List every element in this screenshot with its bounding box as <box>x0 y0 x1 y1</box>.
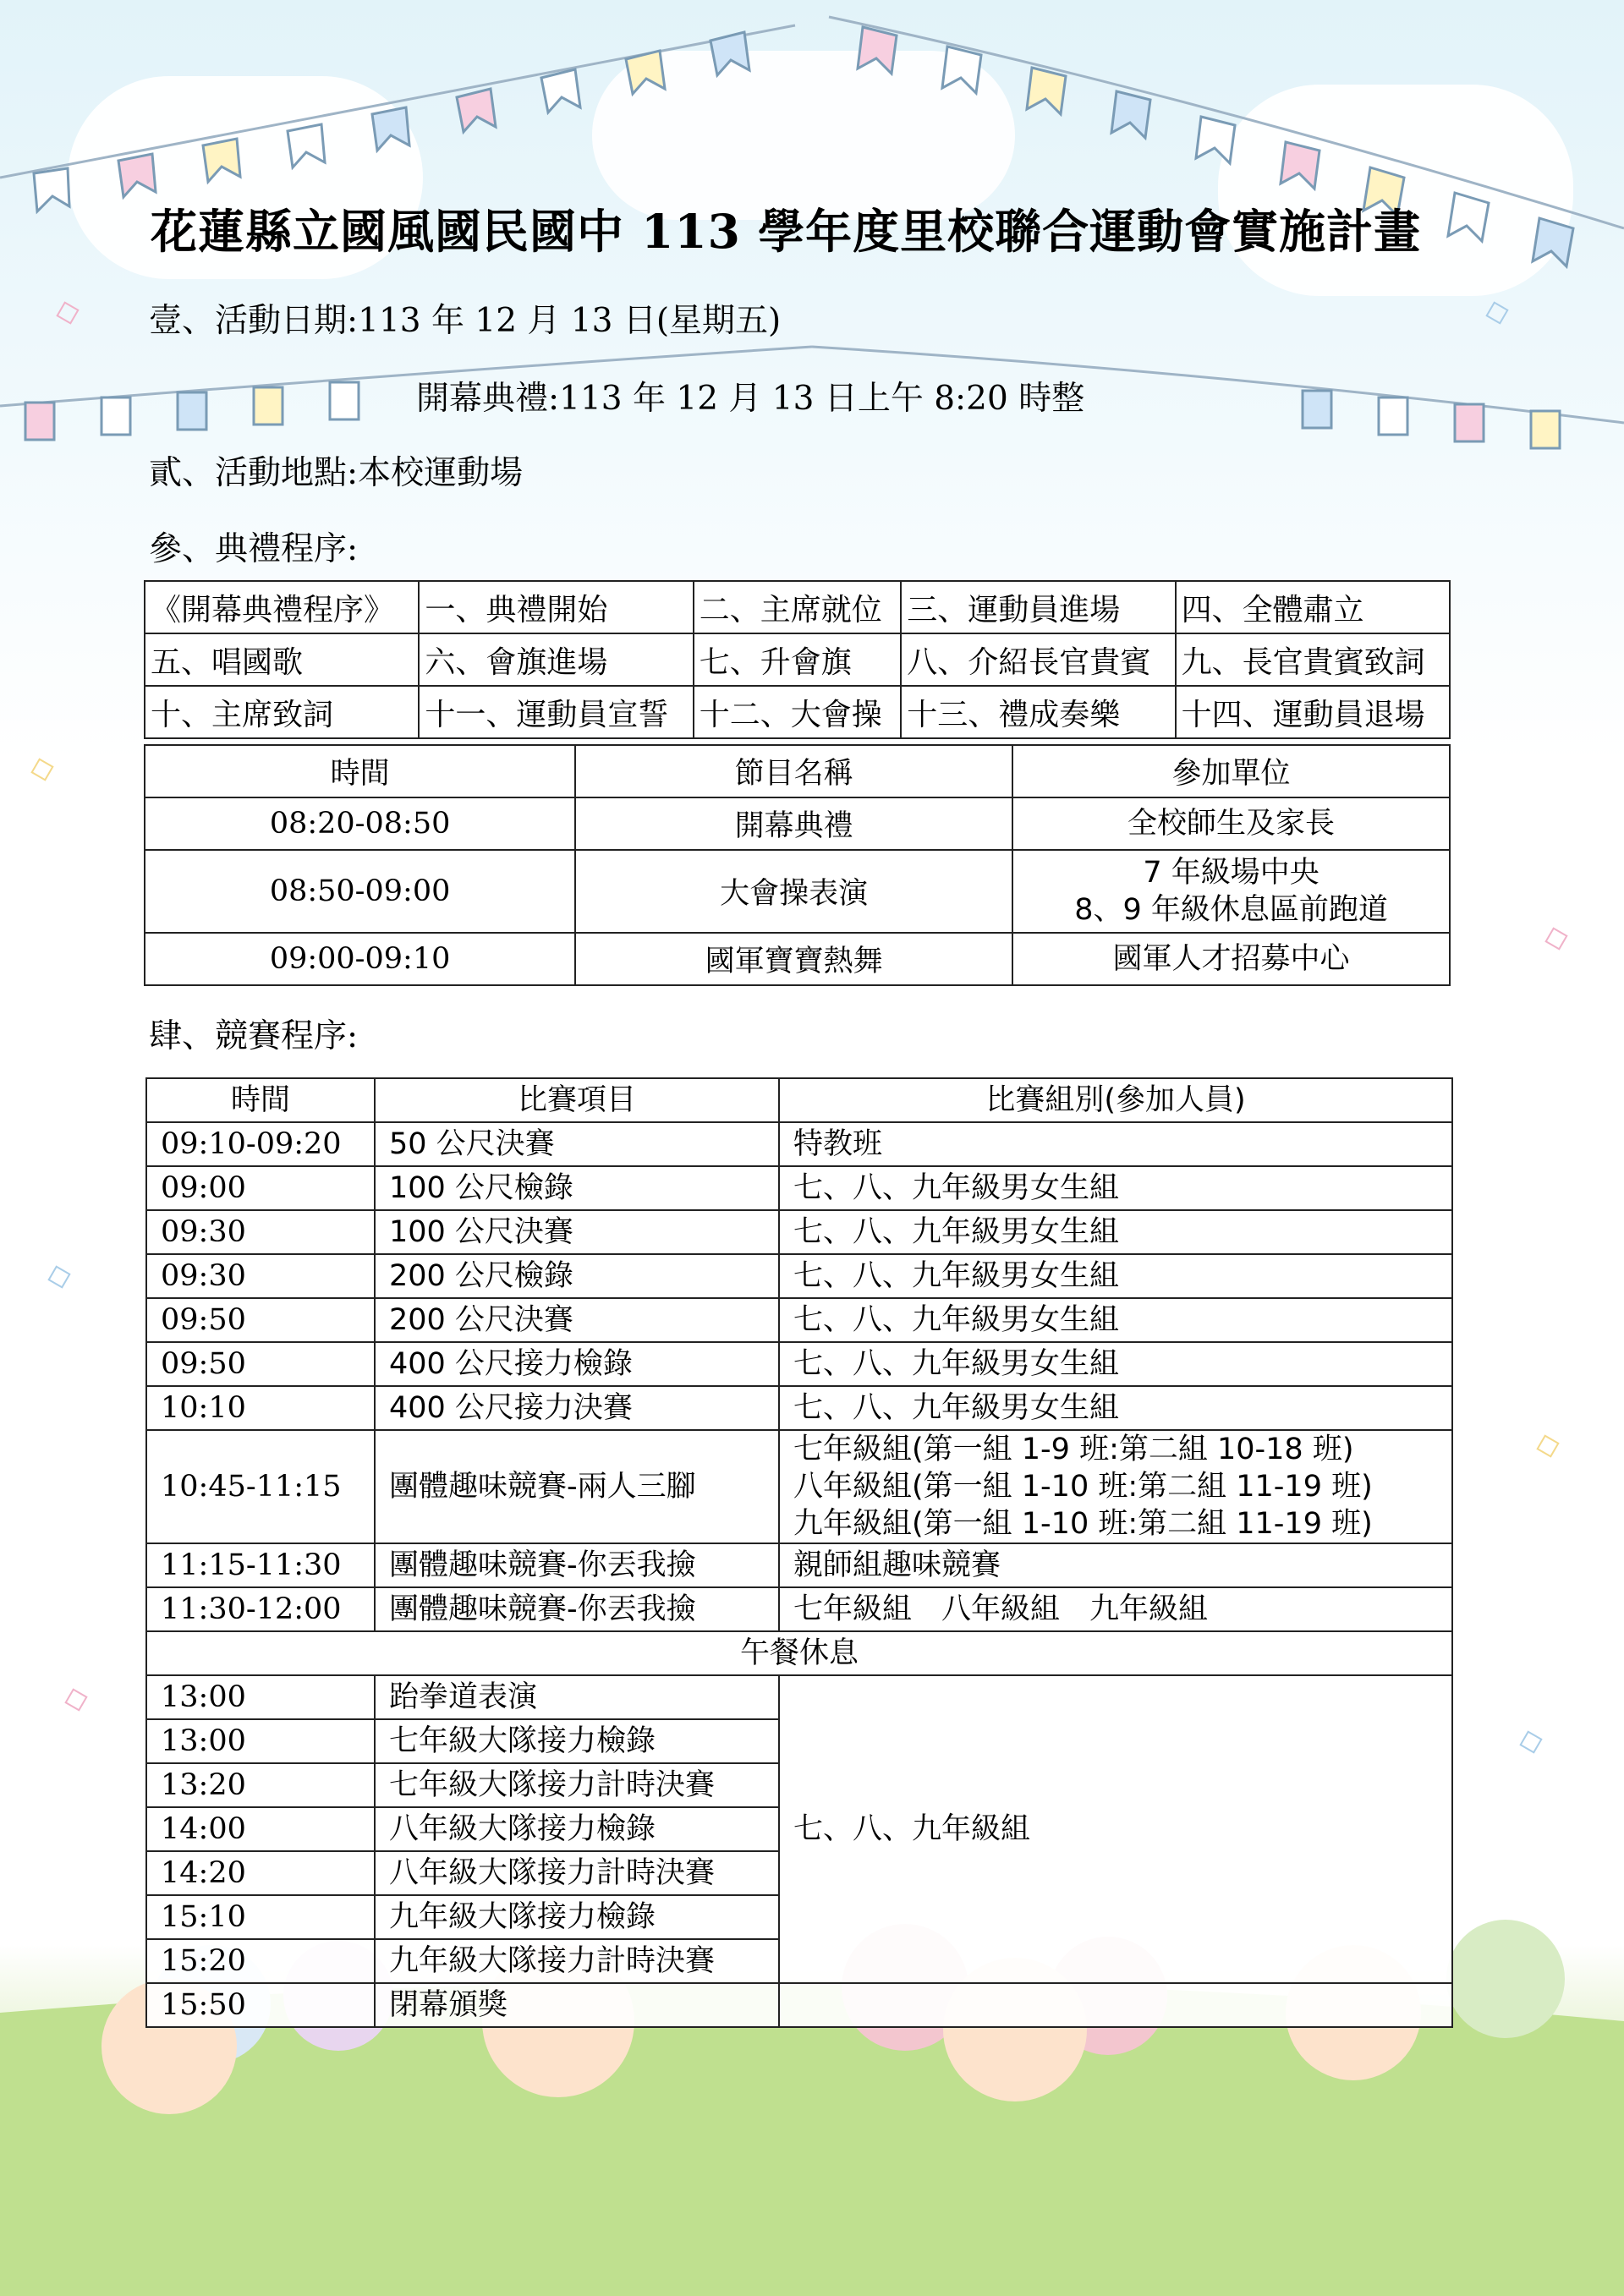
competition-event: 200 公尺決賽 <box>375 1298 779 1342</box>
competition-group <box>779 1430 1452 1543</box>
competition-time: 09:50 <box>146 1342 375 1386</box>
competition-event: 七年級大隊接力計時決賽 <box>375 1763 779 1807</box>
competition-group-line: 七年級組(第一組 1-9 班:第二組 10-18 班) <box>793 1433 1354 1466</box>
competition-group: 七、八、九年級男女生組 <box>779 1254 1452 1298</box>
schedule-header-unit: 參加單位 <box>1012 745 1450 797</box>
ceremony-step: 八、介紹長官貴賓 <box>901 633 1175 686</box>
schedule-unit-line: 7 年級場中央 <box>1143 856 1320 890</box>
schedule-program: 大會操表演 <box>575 850 1012 933</box>
table-row <box>145 797 1450 850</box>
schedule-unit-line: 8、9 年級休息區前跑道 <box>1074 893 1388 927</box>
schedule-time: 08:20-08:50 <box>145 797 575 850</box>
competition-time: 09:30 <box>146 1210 375 1254</box>
table-row <box>146 1298 1452 1342</box>
competition-time: 11:30-12:00 <box>146 1587 375 1631</box>
competition-time: 13:20 <box>146 1763 375 1807</box>
competition-time: 15:50 <box>146 1983 375 2027</box>
competition-group: 七、八、九年級男女生組 <box>779 1210 1452 1254</box>
ceremony-step: 五、唱國歌 <box>145 633 419 686</box>
ceremony-program-table <box>144 580 1451 739</box>
table-row <box>146 1166 1452 1210</box>
event-date-value: 113 年 12 月 13 日(星期五) <box>358 302 782 340</box>
competition-header-group: 比賽組別(參加人員) <box>779 1078 1452 1122</box>
opening-ceremony-line: 開幕典禮:113 年 12 月 13 日上午 8:20 時整 <box>416 380 1085 418</box>
competition-group: 七、八、九年級男女生組 <box>779 1386 1452 1430</box>
competition-group: 親師組趣味競賽 <box>779 1543 1452 1587</box>
competition-event: 八年級大隊接力計時決賽 <box>375 1851 779 1895</box>
competition-group-line: 九年級組(第一組 1-10 班:第二組 11-19 班) <box>793 1507 1373 1541</box>
ceremony-step: 四、全體肅立 <box>1176 581 1450 633</box>
table-row <box>146 1587 1452 1631</box>
event-venue-line: 貳、活動地點:本校運動場 <box>149 454 524 492</box>
table-row <box>146 1983 1452 2027</box>
table-row <box>146 1342 1452 1386</box>
ceremony-program-heading-line: 參、典禮程序: <box>149 530 359 568</box>
competition-event: 七年級大隊接力檢錄 <box>375 1719 779 1763</box>
lunch-break: 午餐休息 <box>146 1631 1452 1675</box>
ceremony-step: 六、會旗進場 <box>419 633 693 686</box>
table-row <box>146 1430 1452 1543</box>
competition-event: 400 公尺接力檢錄 <box>375 1342 779 1386</box>
competition-event: 九年級大隊接力檢錄 <box>375 1895 779 1939</box>
ceremony-step: 十、主席致詞 <box>145 686 419 738</box>
schedule-program: 開幕典禮 <box>575 797 1012 850</box>
table-row <box>145 633 1450 686</box>
competition-time: 14:20 <box>146 1851 375 1895</box>
page-title: 花蓮縣立國風國民國中 113 學年度里校聯合運動會實施計畫 <box>151 204 1422 259</box>
ceremony-step: 九、長官貴賓致詞 <box>1176 633 1450 686</box>
ceremony-step: 七、升會旗 <box>694 633 901 686</box>
table-row <box>146 1675 1452 1719</box>
competition-time: 15:20 <box>146 1939 375 1983</box>
competition-header-time: 時間 <box>146 1078 375 1122</box>
opening-ceremony-value: 113 年 12 月 13 日上午 8:20 時整 <box>559 380 1085 418</box>
competition-event: 團體趣味競賽-你丟我撿 <box>375 1543 779 1587</box>
competition-group: 七、八、九年級男女生組 <box>779 1166 1452 1210</box>
competition-event: 團體趣味競賽-你丟我撿 <box>375 1587 779 1631</box>
schedule-time: 08:50-09:00 <box>145 850 575 933</box>
competition-event: 50 公尺決賽 <box>375 1122 779 1166</box>
event-venue-value: 本校運動場 <box>358 454 524 492</box>
ceremony-step: 三、運動員進場 <box>901 581 1175 633</box>
competition-group: 七、八、九年級組 <box>779 1675 1452 1983</box>
table-row <box>146 1543 1452 1587</box>
ceremony-step: 十三、禮成奏樂 <box>901 686 1175 738</box>
competition-group: 七、八、九年級男女生組 <box>779 1298 1452 1342</box>
competition-group: 七、八、九年級男女生組 <box>779 1342 1452 1386</box>
competition-time: 09:10-09:20 <box>146 1122 375 1166</box>
competition-program-heading: 肆、競賽程序 <box>149 1017 348 1055</box>
schedule-header-program: 節目名稱 <box>575 745 1012 797</box>
table-row <box>145 850 1450 933</box>
competition-group <box>779 1983 1452 2027</box>
competition-event: 跆拳道表演 <box>375 1675 779 1719</box>
competition-event: 八年級大隊接力檢錄 <box>375 1807 779 1851</box>
schedule-unit: 國軍人才招募中心 <box>1012 933 1450 985</box>
event-venue-label: 貳、活動地點 <box>149 454 348 492</box>
competition-event: 100 公尺檢錄 <box>375 1166 779 1210</box>
competition-group: 特教班 <box>779 1122 1452 1166</box>
schedule-program: 國軍寶寶熱舞 <box>575 933 1012 985</box>
table-row <box>146 1254 1452 1298</box>
schedule-header-time: 時間 <box>145 745 575 797</box>
competition-time: 11:15-11:30 <box>146 1543 375 1587</box>
competition-header-event: 比賽項目 <box>375 1078 779 1122</box>
competition-event: 九年級大隊接力計時決賽 <box>375 1939 779 1983</box>
schedule-unit <box>1012 850 1450 933</box>
schedule-unit: 全校師生及家長 <box>1012 797 1450 850</box>
competition-time: 09:30 <box>146 1254 375 1298</box>
ceremony-step: 一、典禮開始 <box>419 581 693 633</box>
competition-time: 14:00 <box>146 1807 375 1851</box>
ceremony-step: 二、主席就位 <box>694 581 901 633</box>
table-header-row <box>146 1078 1452 1122</box>
table-row <box>145 581 1450 633</box>
competition-time: 13:00 <box>146 1719 375 1763</box>
ceremony-program-heading: 參、典禮程序 <box>149 530 348 568</box>
competition-event: 團體趣味競賽-兩人三腳 <box>375 1430 779 1543</box>
competition-group: 七年級組 八年級組 九年級組 <box>779 1587 1452 1631</box>
ceremony-step: 《開幕典禮程序》 <box>145 581 419 633</box>
table-row <box>145 933 1450 985</box>
competition-event: 閉幕頒獎 <box>375 1983 779 2027</box>
competition-time: 13:00 <box>146 1675 375 1719</box>
competition-schedule-table <box>145 1077 1453 2028</box>
table-row <box>145 686 1450 738</box>
table-row <box>146 1386 1452 1430</box>
competition-time: 10:45-11:15 <box>146 1430 375 1543</box>
ceremony-step: 十二、大會操 <box>694 686 901 738</box>
competition-time: 15:10 <box>146 1895 375 1939</box>
table-header-row <box>145 745 1450 797</box>
table-row <box>146 1210 1452 1254</box>
competition-time: 09:50 <box>146 1298 375 1342</box>
ceremony-schedule-table <box>144 744 1451 986</box>
competition-time: 10:10 <box>146 1386 375 1430</box>
ceremony-step: 十四、運動員退場 <box>1176 686 1450 738</box>
opening-ceremony-label: 開幕典禮 <box>416 380 549 418</box>
event-date-line: 壹、活動日期:113 年 12 月 13 日(星期五) <box>149 302 782 340</box>
competition-program-heading-line: 肆、競賽程序: <box>149 1017 359 1055</box>
competition-event: 400 公尺接力決賽 <box>375 1386 779 1430</box>
schedule-time: 09:00-09:10 <box>145 933 575 985</box>
ceremony-step: 十一、運動員宣誓 <box>419 686 693 738</box>
competition-event: 200 公尺檢錄 <box>375 1254 779 1298</box>
competition-event: 100 公尺決賽 <box>375 1210 779 1254</box>
competition-group-line: 八年級組(第一組 1-10 班:第二組 11-19 班) <box>793 1470 1373 1504</box>
table-row <box>146 1122 1452 1166</box>
competition-time: 09:00 <box>146 1166 375 1210</box>
event-date-label: 壹、活動日期 <box>149 302 348 340</box>
table-row <box>146 1631 1452 1675</box>
